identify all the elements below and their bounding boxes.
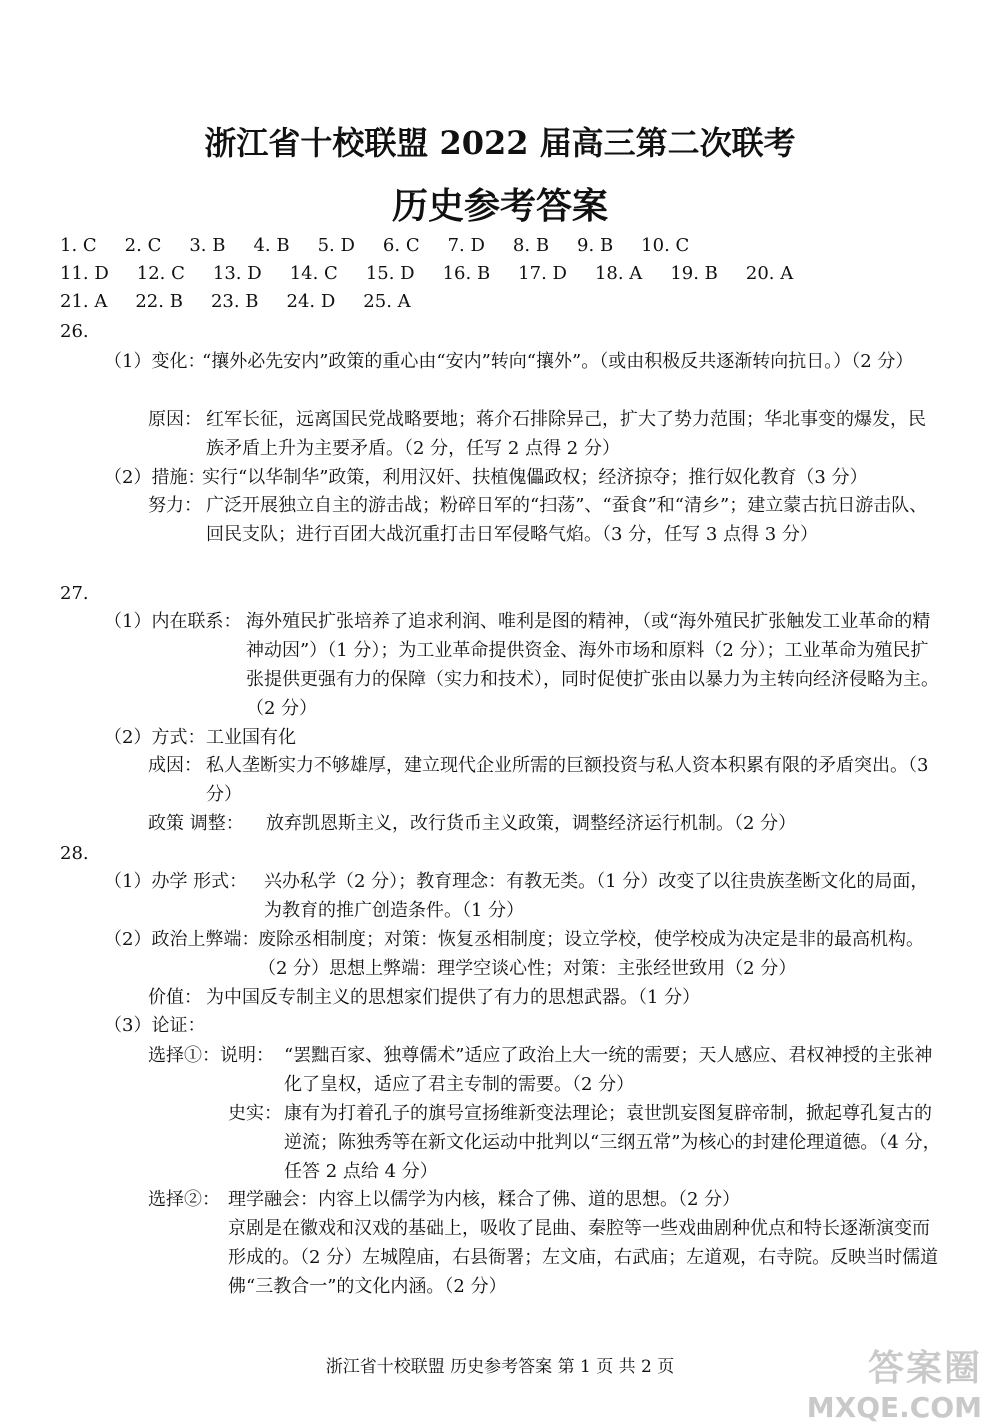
answer-item: 2. C: [124, 235, 162, 256]
q28-part1-label: （1）办学 形式：: [104, 871, 248, 892]
q28-choice1-fact-text: 康有为打着孔子的旗号宣扬维新变法理论；袁世凯妄图复辟帝制，掀起尊孔复古的逆流；陈独秀等在新文化运动中批判以“三纲五常”为核心的封建伦理道德。（4 分，任答 2 点给 4 分）: [284, 1103, 941, 1182]
question-28-number: 28.: [60, 843, 89, 864]
page-title: 浙江省十校联盟 2022 届高三第二次联考: [204, 124, 796, 162]
q27-part2-policy-text: 放弃凯恩斯主义，改行货币主义政策，调整经济运行机制。（2 分）: [266, 813, 797, 834]
answer-item: 7. D: [447, 235, 485, 256]
q27-part1-text: 海外殖民扩张培养了追求利润、唯利是图的精神，（或“海外殖民扩张触发工业革命的精神动因”）（1 分）；为工业革命提供资金、海外市场和原料（2 分）；工业革命为殖民扩张提供更强有力的保障（实力和技术），同时促使扩张由以暴力为主转向经济侵略为主。（2 分）: [246, 611, 939, 719]
answer-item: 19. B: [670, 263, 718, 284]
answer-item: 12. C: [136, 263, 185, 284]
q27-part2-cause-label: 成因：: [148, 755, 202, 776]
answer-item: 6. C: [382, 235, 420, 256]
answer-item: 24. D: [286, 291, 336, 312]
q28-part2-value-text: 为中国反专制主义的思想家们提供了有力的思想武器。（1 分）: [206, 987, 701, 1008]
answer-item: 14. C: [289, 263, 338, 284]
answer-row-1: [60, 232, 717, 260]
q28-part2-label: （2）政治上弊端：: [104, 929, 260, 950]
q26-part2-text: 实行“以华制华”政策，利用汉奸、扶植傀儡政权；经济掠夺；推行奴化教育（3 分）: [202, 467, 868, 488]
q28-choice1-fact-label: 史实：: [228, 1103, 282, 1124]
q27-part2-label: （2）方式：: [104, 727, 206, 748]
watermark-logo-text: 答案圈: [867, 1348, 982, 1389]
q28-part2-value-label: 价值：: [148, 987, 202, 1008]
q27-part2-text: 工业国有化: [206, 727, 296, 748]
q26-part2-label: （2）措施：: [104, 467, 206, 488]
answer-item: 3. B: [189, 235, 226, 256]
answer-item: 18. A: [594, 263, 643, 284]
answer-item: 5. D: [317, 235, 355, 256]
answer-item: 13. D: [212, 263, 262, 284]
q28-part1-text: 兴办私学（2 分）；教育理念：有教无类。（1 分）改变了以往贵族垄断文化的局面，为教育的推广创造条件。（1 分）: [264, 871, 929, 921]
answer-item: 20. A: [745, 263, 794, 284]
q26-part2-effort-label: 努力：: [148, 495, 202, 516]
answer-item: 25. A: [363, 291, 411, 312]
answer-row-3: [60, 288, 439, 316]
answer-item: 4. B: [253, 235, 290, 256]
answer-item: 9. B: [577, 235, 614, 256]
q26-part1-label: （1）变化：: [104, 351, 206, 372]
q28-choice2-text-2: 京剧是在徽戏和汉戏的基础上，吸收了昆曲、秦腔等一些戏曲剧种优点和特长逐渐演变而形成的。（2 分）左城隍庙，右县衙署；左文庙，右武庙；左道观，右寺院。反映当时儒道佛“三教合一”的文化内涵。（2 分）: [228, 1218, 939, 1297]
answer-row-2: [60, 260, 821, 288]
answer-item: 15. D: [365, 263, 415, 284]
page-footer: 浙江省十校联盟 历史参考答案 第 1 页 共 2 页: [325, 1357, 675, 1377]
question-27-number: 27.: [60, 583, 89, 604]
q28-choice2-label: 选择②：: [148, 1189, 220, 1210]
q26-part2-effort-text: 广泛开展独立自主的游击战；粉碎日军的“扫荡”、“蚕食”和“清乡”；建立蒙古抗日游击队、回民支队；进行百团大战沉重打击日军侵略气焰。（3 分，任写 3 点得 3 分）: [206, 495, 928, 545]
q27-part1-label: （1）内在联系：: [104, 611, 242, 632]
site-watermark: [772, 1340, 982, 1424]
q27-part2-cause-text: 私人垄断实力不够雄厚，建立现代企业所需的巨额投资与私人资本积累有限的矛盾突出。（3 分）: [206, 755, 929, 805]
question-26-number: 26.: [60, 321, 89, 342]
answer-item: 16. B: [442, 263, 491, 284]
q28-part3-label: （3）论证：: [104, 1015, 206, 1036]
answer-item: 23. B: [210, 291, 259, 312]
q28-part2-text: 废除丞相制度；对策：恢复丞相制度；设立学校，使学校成为决定是非的最高机构。（2 分）思想上弊端：理学空谈心性；对策：主张经世致用（2 分）: [258, 929, 924, 979]
page-subtitle: 历史参考答案: [391, 185, 608, 227]
q28-choice2-text-1: 理学融会：内容上以儒学为内核，糅合了佛、道的思想。（2 分）: [228, 1189, 741, 1210]
q26-part1-text: “攘外必先安内”政策的重心由“安内”转向“攘外”。（或由积极反共逐渐转向抗日。）（2 分）: [202, 351, 914, 372]
answer-item: 17. D: [518, 263, 567, 284]
q27-part2-policy-label: 政策 调整：: [148, 813, 244, 834]
answer-item: 8. B: [512, 235, 550, 256]
answer-item: 1. C: [60, 235, 97, 256]
q26-part1-reason-label: 原因：: [148, 409, 202, 430]
answer-item: 22. B: [135, 291, 183, 312]
watermark-url: MXQE.COM: [806, 1391, 982, 1424]
answer-item: 10. C: [641, 235, 690, 256]
q26-part1-reason-text: 红军长征，远离国民党战略要地；蒋介石排除异己，扩大了势力范围；华北事变的爆发，民族矛盾上升为主要矛盾。（2 分，任写 2 点得 2 分）: [206, 409, 926, 459]
answer-item: 21. A: [60, 291, 108, 312]
q28-choice1-label: 选择①：说明：: [148, 1045, 274, 1066]
q28-choice1-text: “罢黜百家、独尊儒术”适应了政治上大一统的需要；天人感应、君权神授的主张神化了皇权，适应了君主专制的需要。（2 分）: [284, 1045, 933, 1095]
answer-item: 11. D: [60, 263, 109, 284]
